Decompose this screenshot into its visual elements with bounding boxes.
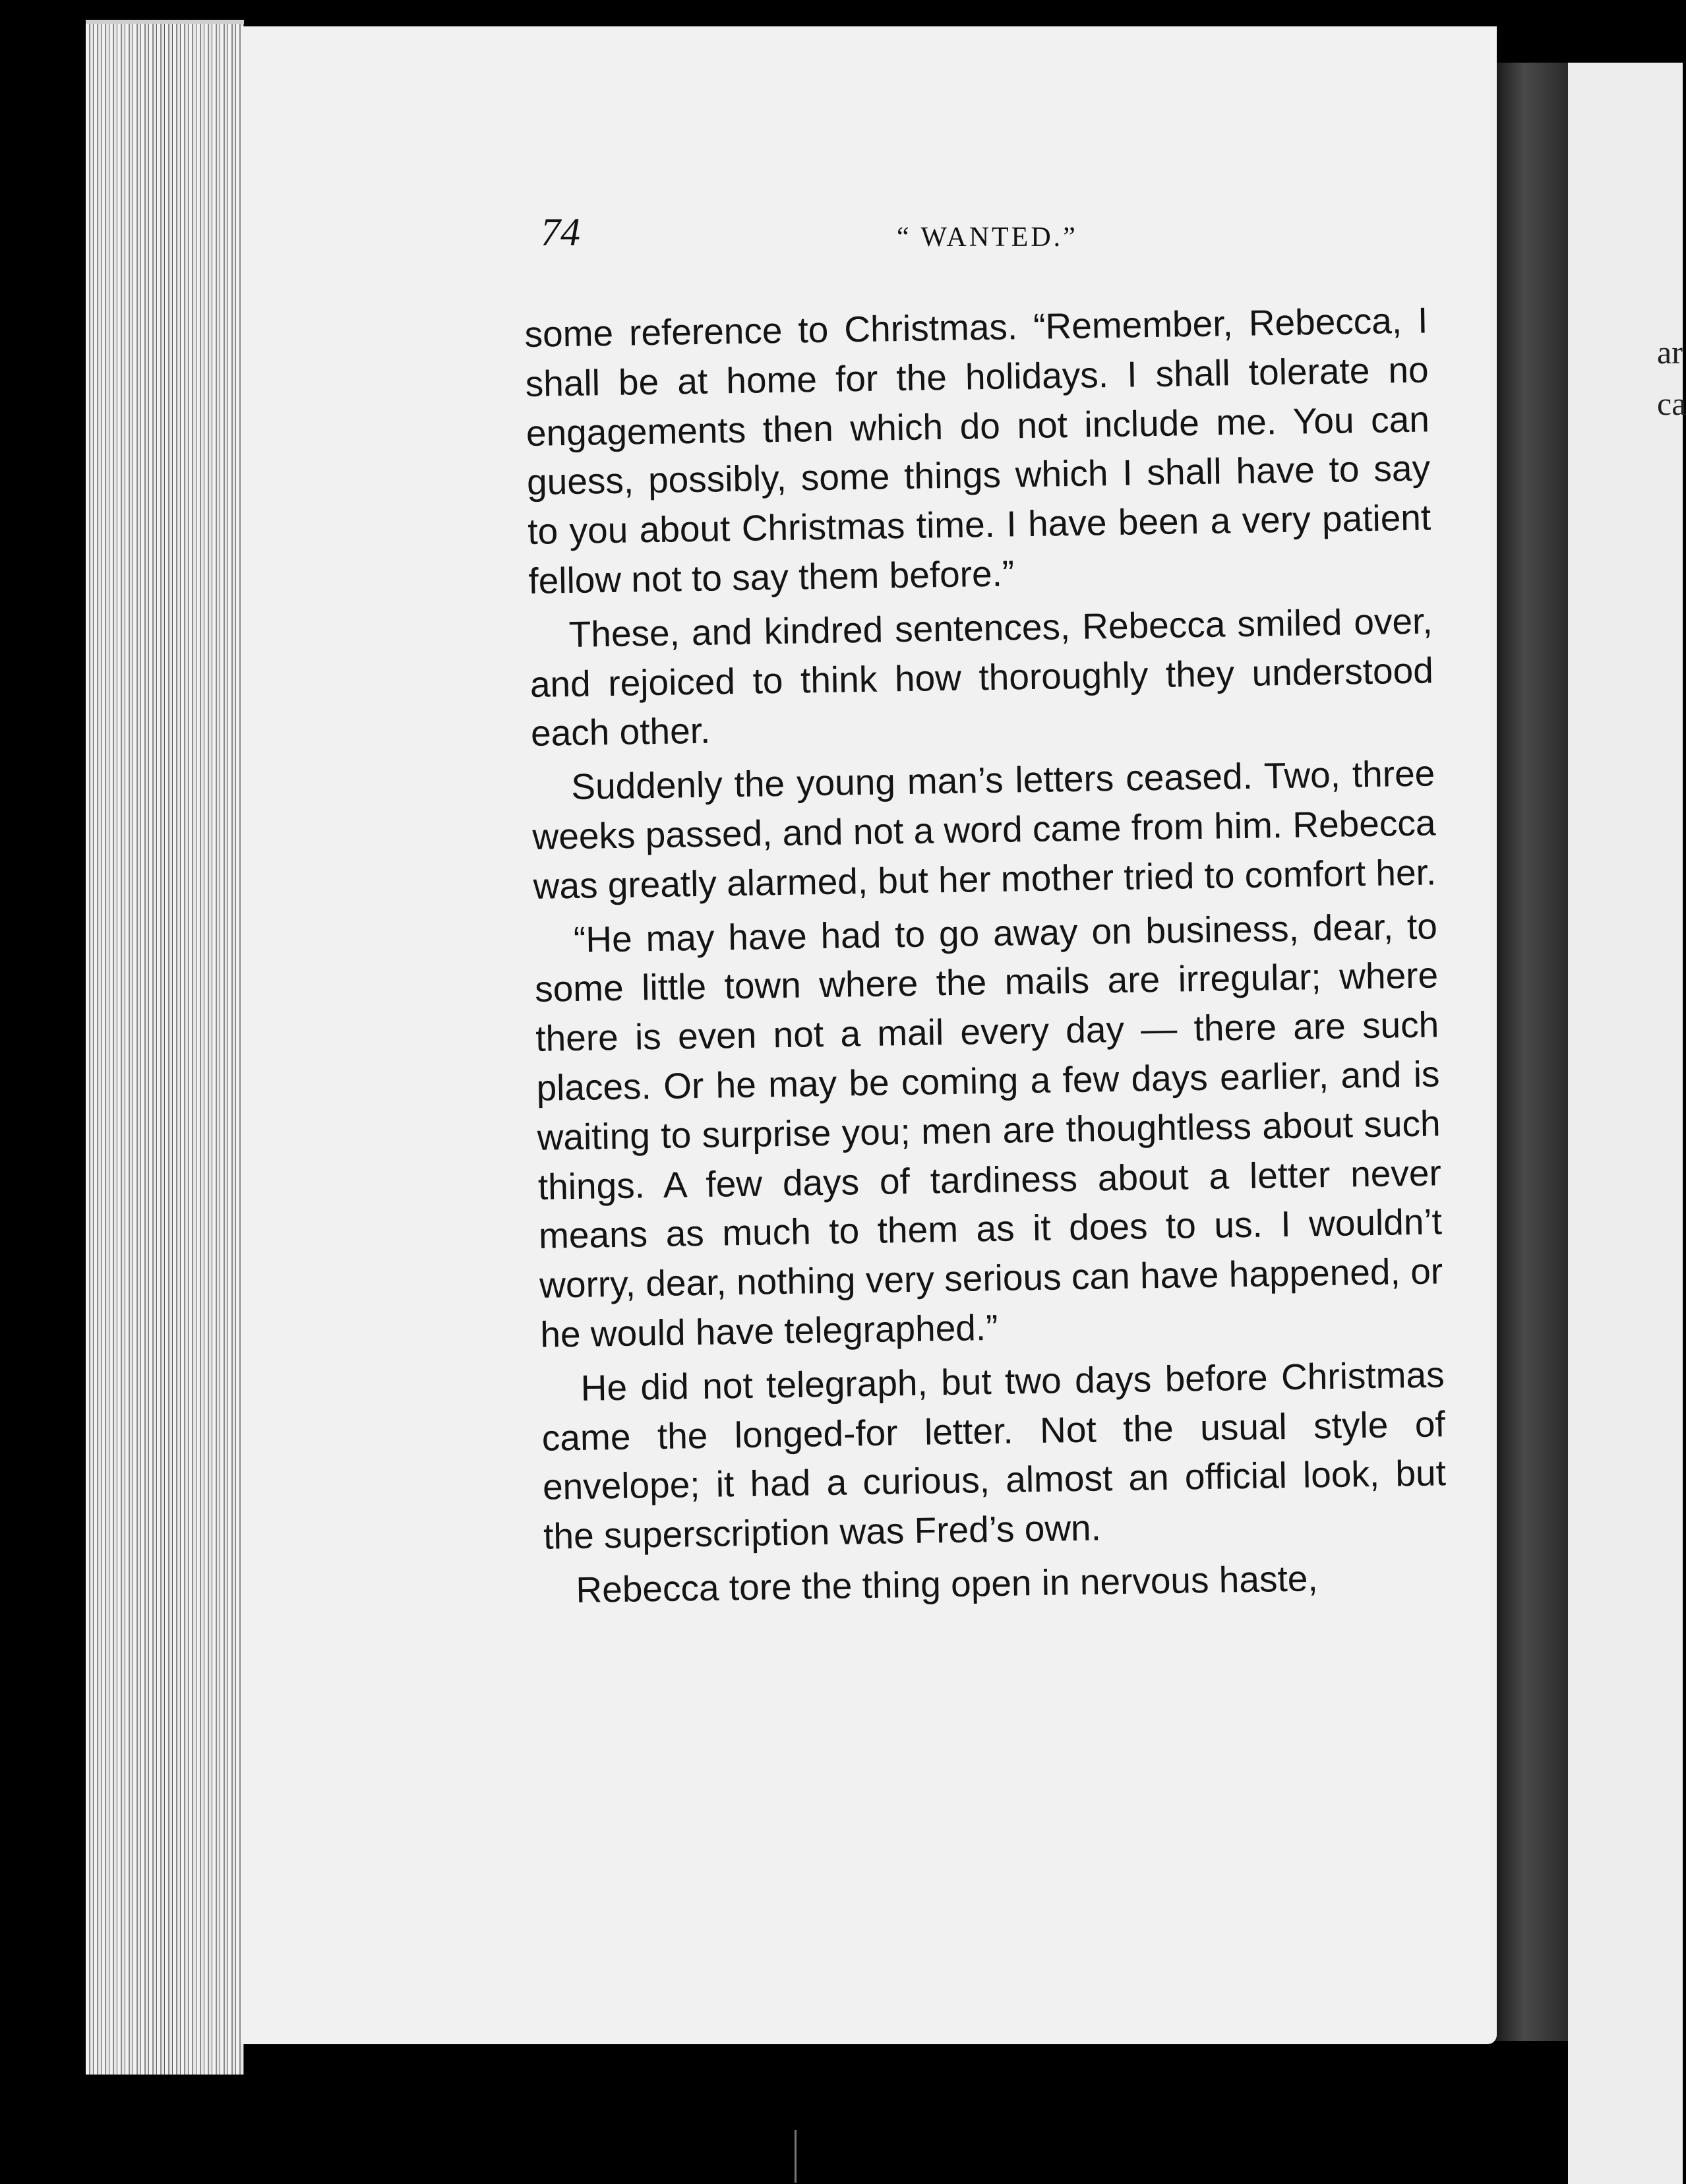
paragraph: “He may have had to go away on business, dear, to some little town where the mails are irregular; where there is even not a mail every day — there are such places. Or he may be coming a few days earlier, and is waiting to surprise you; men are thoughtless about such things. A few days of tardiness about a letter never means as much to them as it does to us. I wouldn’t worry, dear, nothing very serious can have happened, or he would have telegraphed.”	[534, 905, 1443, 1355]
adjacent-page	[1568, 63, 1686, 2184]
adjacent-page-fragment: ar	[1657, 334, 1683, 371]
running-head-title: “ WANTED.”	[897, 222, 1078, 253]
paragraph: He did not telegraph, but two days before Christmas came the longed-for letter. Not the usual style of envelope; it had a curious, almost an official look, but the superscription was Fred’s own.	[541, 1354, 1447, 1557]
running-head	[541, 210, 1464, 262]
book-page-edges	[86, 20, 244, 2075]
book-gutter	[1495, 63, 1568, 2041]
paragraph: Suddenly the young man’s letters ceased. Two, three weeks passed, and not a word came from him. Rebecca was greatly alarmed, but her mother tried to comfort her.	[532, 752, 1437, 907]
scan-artifact	[795, 2130, 797, 2183]
body-text	[524, 295, 1448, 1620]
adjacent-page-fragment: ca	[1657, 385, 1686, 422]
paragraph: Rebecca tore the thing open in nervous haste,	[576, 1558, 1319, 1610]
page-number: 74	[541, 210, 580, 254]
paragraph: These, and kindred sentences, Rebecca smiled over, and rejoiced to think how thoroughly they understood each other.	[529, 600, 1434, 754]
paragraph: some reference to Christmas. “Remember, Rebecca, I shall be at home for the holidays. I shall tolerate no engagements then which do not include me. You can guess, possibly, some things which I shall have to say to you about Christmas time. I have been a very patient fellow not to say them before.”	[524, 299, 1431, 601]
